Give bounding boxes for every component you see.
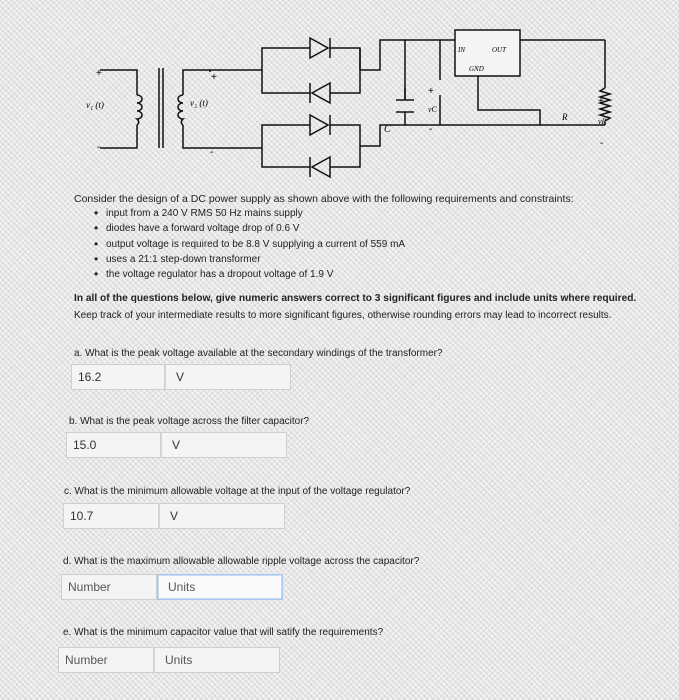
v2-label: v₂ (t) — [190, 98, 208, 108]
question-d: d. What is the maximum allowable allowable ripple voltage across the capacitor? — [63, 556, 420, 567]
bridge-diodes — [310, 38, 330, 177]
question-a: a. What is the peak voltage available at the secondary windings of the transformer? — [74, 348, 443, 359]
v1-label: v₁ (t) — [86, 100, 104, 110]
answer-b — [66, 432, 287, 458]
answer-e — [58, 647, 280, 673]
intro-text: Consider the design of a DC power supply as shown above with the following requirements and constraints: — [74, 193, 574, 205]
requirements-list — [92, 206, 405, 282]
answer-c-number-input[interactable]: 10.7 — [63, 503, 159, 529]
resistor-label: R — [562, 112, 568, 122]
vr-minus: - — [600, 138, 604, 149]
list-item: • uses a 21:1 step-down transformer — [92, 252, 405, 267]
answer-e-units-select[interactable]: Units — [154, 647, 280, 673]
answer-c-units-select[interactable]: V — [159, 503, 285, 529]
regulator-in-label: IN — [458, 46, 465, 54]
v1-minus: - — [97, 142, 101, 153]
answer-a — [71, 364, 291, 390]
instructions-note: Keep track of your intermediate results to more significant figures, otherwise rounding errors may lead to incorrect results. — [74, 310, 612, 321]
answer-a-units-select[interactable]: V — [165, 364, 291, 390]
answer-d — [61, 574, 283, 600]
answer-d-units-select[interactable]: Units — [157, 574, 283, 600]
regulator-gnd-label: GND — [469, 65, 484, 73]
list-item: • output voltage is required to be 8.8 V supplying a current of 559 mA — [92, 237, 405, 252]
answer-d-number-input[interactable]: Number — [61, 574, 157, 600]
v2-plus: + — [211, 72, 217, 83]
v2-minus: - — [210, 147, 214, 158]
vr-plus: + — [598, 96, 604, 107]
regulator-out-label: OUT — [492, 46, 507, 54]
capacitor-label: C — [384, 124, 391, 135]
instructions-bold: In all of the questions below, give numeric answers correct to 3 significant figures and include units where required. — [74, 293, 637, 304]
answer-a-number-input[interactable]: 16.2 — [71, 364, 165, 390]
vr-label: vR — [598, 117, 607, 126]
answer-b-number-input[interactable]: 15.0 — [66, 432, 161, 458]
vc-plus: + — [428, 86, 434, 97]
question-b: b. What is the peak voltage across the filter capacitor? — [69, 416, 310, 427]
v1-plus: + — [96, 68, 102, 79]
list-item: • input from a 240 V RMS 50 Hz mains supply — [92, 206, 405, 221]
answer-b-units-select[interactable]: V — [161, 432, 287, 458]
answer-e-number-input[interactable]: Number — [58, 647, 154, 673]
answer-c — [63, 503, 285, 529]
vc-label: vC — [428, 105, 437, 114]
question-e: e. What is the minimum capacitor value that will satify the requirements? — [63, 627, 384, 638]
question-c: c. What is the minimum allowable voltage at the input of the voltage regulator? — [64, 486, 411, 497]
vc-minus: - — [429, 124, 433, 135]
circuit-diagram — [0, 0, 679, 190]
list-item: • diodes have a forward voltage drop of 0.6 V — [92, 221, 405, 236]
list-item: • the voltage regulator has a dropout voltage of 1.9 V — [92, 267, 405, 282]
